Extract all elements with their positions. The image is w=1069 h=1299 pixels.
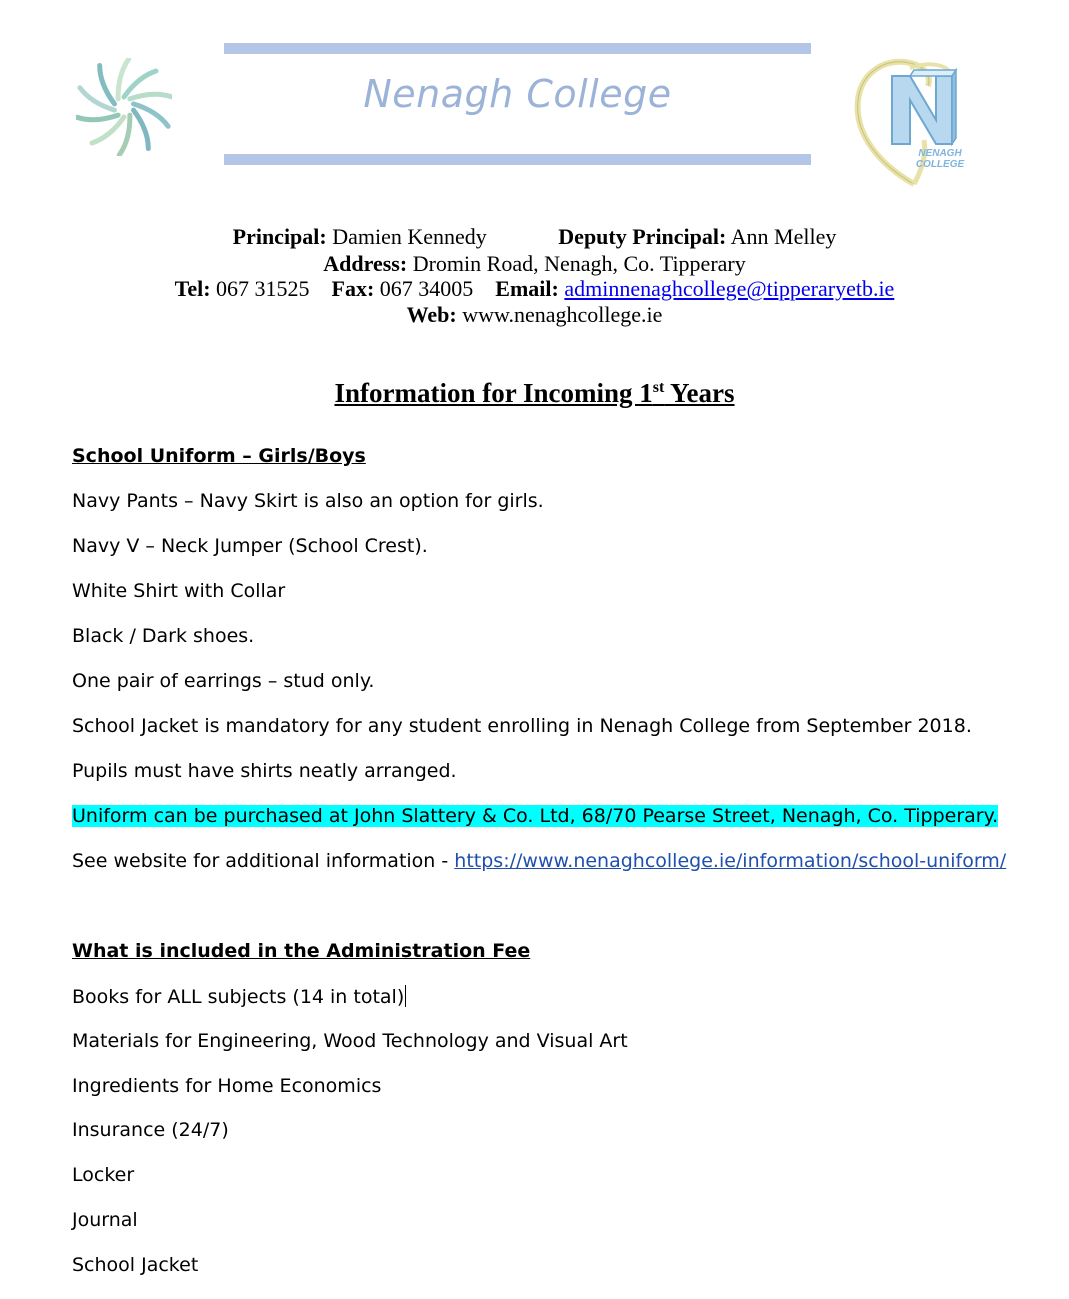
fee-item: Ingredients for Home Economics: [72, 1075, 382, 1097]
header-bar-bottom: [224, 154, 811, 165]
address-value: Dromin Road, Nenagh, Co. Tipperary: [412, 251, 746, 276]
uniform-item: Pupils must have shirts neatly arranged.: [72, 760, 457, 782]
uniform-item: One pair of earrings – stud only.: [72, 670, 375, 692]
uniform-purchase-note: [72, 805, 998, 827]
fee-item: Materials for Engineering, Wood Technology and Visual Art: [72, 1030, 628, 1052]
uniform-item: White Shirt with Collar: [72, 580, 286, 602]
heading-text-end: Years: [664, 378, 735, 408]
deputy-principal-label: Deputy Principal:: [558, 224, 727, 249]
principal-name: Damien Kennedy: [332, 224, 487, 249]
uniform-item: Navy Pants – Navy Skirt is also an option for girls.: [72, 490, 544, 512]
etb-swirl-logo: [76, 58, 172, 156]
address-label: Address:: [323, 251, 408, 276]
fee-item: [72, 985, 406, 1008]
web-label: Web:: [406, 302, 457, 327]
fax-label: Fax:: [331, 276, 375, 301]
heading-superscript: st: [652, 379, 665, 396]
uniform-website-link[interactable]: https://www.nenaghcollege.ie/information/school-uniform/: [454, 850, 1007, 872]
fee-item: School Jacket: [72, 1254, 199, 1276]
uniform-website-line: [72, 850, 1006, 872]
fee-item-text: Books for ALL subjects (14 in total): [72, 986, 405, 1008]
tel-value: 067 31525: [216, 276, 310, 301]
email-label: Email:: [495, 276, 559, 301]
document-heading: [0, 378, 1069, 409]
website-prefix: See website for additional information -: [72, 850, 455, 872]
college-name: Nenagh College: [363, 72, 672, 116]
uniform-item: Navy V – Neck Jumper (School Crest).: [72, 535, 428, 557]
highlighted-text: Uniform can be purchased at John Slattery & Co. Ltd, 68/70 Pearse Street, Nenagh, Co. Tipperary.: [72, 805, 999, 827]
nenagh-college-crest: [852, 56, 974, 196]
uniform-item: School Jacket is mandatory for any student enrolling in Nenagh College from September 2018.: [72, 715, 972, 737]
fee-item: Insurance (24/7): [72, 1119, 229, 1141]
uniform-item: Black / Dark shoes.: [72, 625, 255, 647]
fee-section-title: What is included in the Administration Fee: [72, 940, 531, 962]
deputy-principal-name: Ann Melley: [730, 224, 837, 249]
contact-line-web: [0, 302, 1069, 328]
header-bar-top: [224, 43, 811, 54]
principal-label: Principal:: [232, 224, 327, 249]
web-value: www.nenaghcollege.ie: [462, 302, 663, 327]
text-cursor: [405, 985, 406, 1007]
uniform-section-title: School Uniform – Girls/Boys: [72, 445, 366, 467]
tel-label: Tel:: [174, 276, 211, 301]
contact-line-phone: [0, 276, 1069, 302]
email-link[interactable]: adminnenaghcollege@tipperaryetb.ie: [564, 276, 895, 301]
crest-text-college: COLLEGE: [915, 159, 965, 170]
fax-value: 067 34005: [379, 276, 474, 301]
fee-item: Locker: [72, 1164, 135, 1186]
contact-line-address: [0, 251, 1069, 277]
crest-text-nenagh: NENAGH: [918, 148, 962, 159]
contact-line-principal: [0, 224, 1069, 250]
fee-item: Journal: [72, 1209, 138, 1231]
heading-text: Information for Incoming 1: [334, 378, 653, 408]
